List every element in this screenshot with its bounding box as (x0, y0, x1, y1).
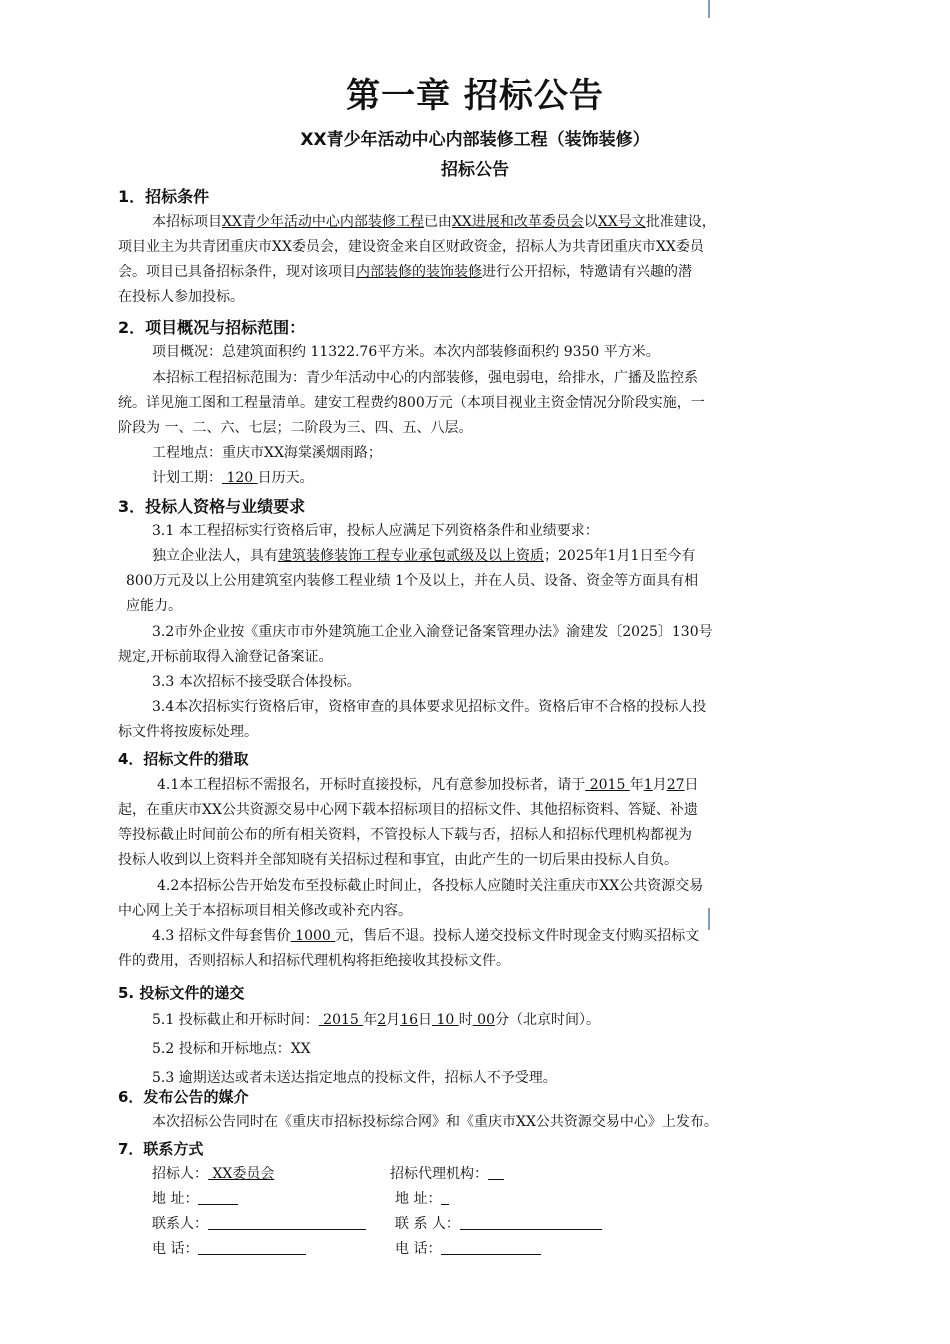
notice-title: 招标公告 (441, 160, 509, 180)
address-row-right: 地 址： (395, 1187, 449, 1212)
s5-line-1: 5.1 投标截止和开标时间： 2015 年2月16日 10 时 00分（北京时间）。 (152, 1012, 600, 1028)
phone-blank-left (198, 1239, 306, 1255)
tenderer-value: XX委员会 (208, 1166, 275, 1182)
s4-line-1: 4.1本工程招标不需报名，开标时直接投标，凡有意参加投标者，请于 2015 年1月27日 (157, 777, 699, 793)
agency-label: 招标代理机构： (390, 1166, 488, 1182)
s2-line-3: 统。详见施工图和工程量清单。建安工程费约800万元（本项目视业主资金情况分阶段实施，一 (118, 395, 705, 411)
address-row-left: 地 址： (152, 1187, 238, 1212)
agency-row (390, 1162, 504, 1187)
s4-line-4: 投标人收到以上资料并全部知晓有关招标过程和事宜，由此产生的一切后果由投标人自负。 (118, 852, 678, 868)
s4-line-5: 4.2本招标公告开始发布至投标截止时间止，各投标人应随时关注重庆市XX公共资源交易 (157, 878, 704, 894)
s1-line-4: 在投标人参加投标。 (118, 289, 244, 305)
s2-line-2: 本招标工程招标范围为：青少年活动中心的内部装修，强电弱电，给排水，广播及监控系 (152, 370, 698, 386)
project-title: XX青少年活动中心内部装修工程（装饰装修） (300, 130, 650, 150)
s4-line-7: 4.3 招标文件每套售价 1000 元，售后不退。投标人递交投标文件时现金支付购买招标文 (152, 928, 700, 944)
contact-row-left: 联系人： (152, 1212, 366, 1237)
tenderer-label: 招标人： (152, 1166, 208, 1182)
phone-row-right: 电 话： (395, 1237, 541, 1262)
contact-row-right: 联 系 人： (395, 1212, 602, 1237)
s3-line-6: 规定,开标前取得入渝登记备案证。 (118, 649, 333, 665)
s4-line-6: 中心网上关于本招标项目相关修改或补充内容。 (118, 903, 412, 919)
address-blank-right (441, 1189, 449, 1205)
s2-line-1: 项目概况：总建筑面积约 11322.76平方米。本次内部装修面积约 9350 平方米。 (152, 344, 660, 360)
section-1-heading: 1．招标条件 (118, 187, 210, 206)
page-margin-mark-top (708, 0, 710, 18)
s4-line-2: 起，在重庆市XX公共资源交易中心网下载本招标项目的招标文件、其他招标资料、答疑、补遗 (118, 802, 698, 818)
s2-line-6: 计划工期： 120 日历天。 (152, 470, 314, 486)
s3-line-2: 独立企业法人，具有建筑装修装饰工程专业承包贰级及以上资质；2025年1月1日至今有 (152, 548, 696, 564)
s4-line-8: 件的费用，否则招标人和招标代理机构将拒绝接收其投标文件。 (118, 953, 510, 969)
section-6-heading: 6．发布公告的媒介 (118, 1088, 249, 1106)
s3-line-3: 800万元及以上公用建筑室内装修工程业绩 1个及以上，并在人员、设备、资金等方面具有相 (126, 573, 699, 589)
s3-line-4: 应能力。 (126, 598, 182, 614)
tenderer-row (152, 1162, 274, 1187)
contact-blank-left (208, 1214, 366, 1230)
phone-blank-right (441, 1239, 541, 1255)
s1-line-3: 会。项目已具备招标条件，现对该项目内部装修的装饰装修进行公开招标，特邀请有兴趣的潜 (118, 264, 692, 280)
section-7-heading: 7．联系方式 (118, 1140, 204, 1158)
s5-line-3: 5.3 逾期送达或者未送达指定地点的投标文件，招标人不予受理。 (152, 1070, 557, 1086)
s1-line-2: 项目业主为共青团重庆市XX委员会，建设资金来自区财政资金，招标人为共青团重庆市XX委员 (118, 239, 704, 255)
s3-line-9: 标文件将按废标处理。 (118, 724, 258, 740)
phone-row-left: 电 话： (152, 1237, 306, 1262)
address-blank-left (198, 1189, 238, 1205)
s6-line-1: 本次招标公告同时在《重庆市招标投标综合网》和《重庆市XX公共资源交易中心》上发布。 (152, 1114, 718, 1130)
s2-line-4: 阶段为 一、二、六、七层；二阶段为三、四、五、八层。 (118, 420, 473, 436)
section-5-heading: 5. 投标文件的递交 (118, 984, 245, 1002)
s3-line-1: 3.1 本工程招标实行资格后审，投标人应满足下列资格条件和业绩要求： (152, 523, 599, 539)
page-margin-mark-mid (708, 908, 710, 930)
section-3-heading: 3．投标人资格与业绩要求 (118, 497, 306, 516)
s2-line-5: 工程地点：重庆市XX海棠溪烟雨路； (152, 445, 382, 461)
s4-line-3: 等投标截止时间前公布的所有相关资料，不管投标人下载与否，招标人和招标代理机构都视为 (118, 827, 692, 843)
s5-line-2: 5.2 投标和开标地点：XX (152, 1041, 311, 1057)
agency-blank (488, 1164, 504, 1180)
s3-line-8: 3.4本次招标实行资格后审，资格审查的具体要求见招标文件。资格后审不合格的投标人投 (152, 699, 707, 715)
section-2-heading: 2．项目概况与招标范围： (118, 318, 306, 337)
s1-line-1: 本招标项目XX青少年活动中心内部装修工程已由XX进展和改革委员会以XX号文批准建设， (152, 214, 716, 230)
s3-line-5: 3.2市外企业按《重庆市市外建筑施工企业入渝登记备案管理办法》渝建发〔2025〕130号 (152, 624, 713, 640)
contact-blank-right (460, 1214, 602, 1230)
section-4-heading: 4．招标文件的猎取 (118, 750, 249, 768)
s3-line-7: 3.3 本次招标不接受联合体投标。 (152, 674, 361, 690)
chapter-title: 第一章 招标公告 (346, 76, 604, 116)
